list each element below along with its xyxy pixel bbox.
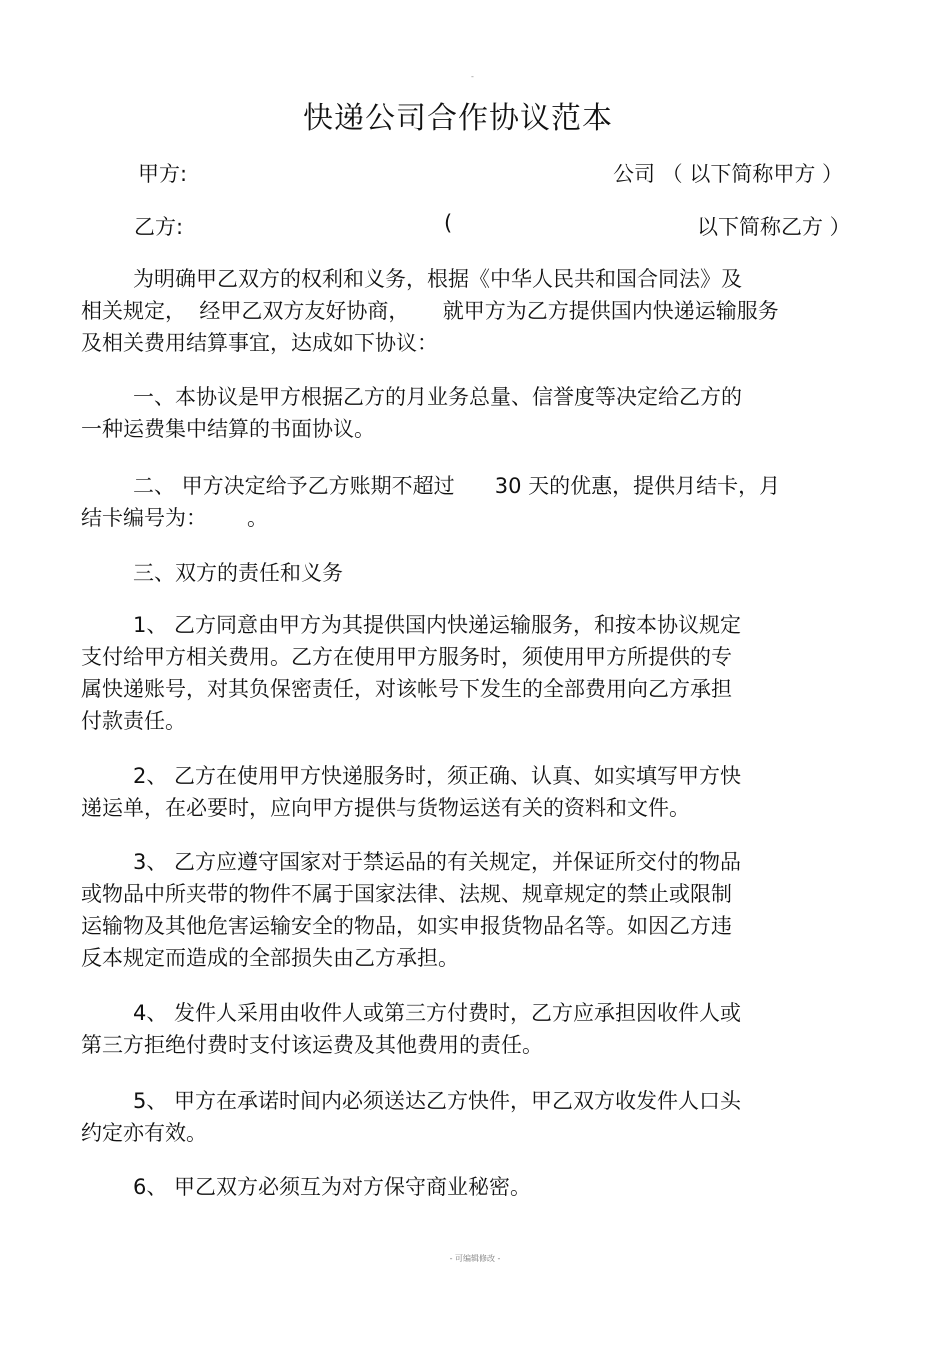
item-3-line: 运输物及其他危害运输安全的物品，如实申报货物品名等。如因乙方违	[81, 914, 732, 938]
clause-1-paragraph	[81, 381, 841, 445]
item-2-paragraph	[81, 760, 841, 824]
item-3-line: 或物品中所夹带的物件不属于国家法律、法规、规章规定的禁止或限制	[81, 882, 732, 906]
item-2-line: 递运单，在必要时，应向甲方提供与货物运送有关的资料和文件。	[81, 796, 690, 820]
party-b-open-paren: (	[444, 211, 453, 235]
clause-2-paragraph	[81, 470, 841, 534]
item-1-line: 支付给甲方相关费用。乙方在使用甲方服务时，须使用甲方所提供的专	[81, 645, 732, 669]
item-3-line: 反本规定而造成的全部损失由乙方承担。	[81, 946, 459, 970]
item-1-line: 付款责任。	[81, 709, 186, 733]
item-1-paragraph	[81, 609, 841, 737]
item-6-line: 6、 甲乙双方必须互为对方保守商业秘密。	[133, 1175, 532, 1199]
party-a-line	[0, 158, 950, 188]
intro-line: 及相关费用结算事宜，达成如下协议：	[81, 331, 438, 355]
item-5-line: 约定亦有效。	[81, 1121, 207, 1145]
intro-line: 相关规定， 经甲乙双方友好协商， 就甲方为乙方提供国内快递运输服务	[81, 299, 779, 323]
item-4-line: 4、 发件人采用由收件人或第三方付费时，乙方应承担因收件人或	[133, 1001, 742, 1025]
clause-1-line: 一种运费集中结算的书面协议。	[81, 417, 375, 441]
party-a-label: 甲方:	[138, 162, 188, 186]
document-title: 快递公司合作协议范本	[303, 101, 613, 136]
top-mark: -	[471, 72, 474, 81]
party-b-suffix: 以下简称乙方 ）	[697, 215, 851, 239]
party-a-suffix: 公司 （ 以下简称甲方 ）	[613, 162, 844, 186]
item-3-line: 3、 乙方应遵守国家对于禁运品的有关规定，并保证所交付的物品	[133, 850, 742, 874]
clause-2-line: 二、 甲方决定给予乙方账期不超过 30 天的优惠，提供月结卡，月	[133, 474, 781, 498]
intro-paragraph	[81, 263, 841, 359]
item-4-line: 第三方拒绝付费时支付该运费及其他费用的责任。	[81, 1033, 543, 1057]
item-5-line: 5、 甲方在承诺时间内必须送达乙方快件，甲乙双方收发件人口头	[133, 1089, 742, 1113]
item-1-line: 1、 乙方同意由甲方为其提供国内快递运输服务，和按本协议规定	[133, 613, 742, 637]
intro-line: 为明确甲乙双方的权利和义务，根据《中华人民共和国合同法》及	[133, 267, 742, 291]
item-4-paragraph	[81, 997, 841, 1061]
party-b-line	[0, 211, 950, 241]
party-b-label: 乙方:	[134, 215, 184, 239]
clause-1-line: 一、本协议是甲方根据乙方的月业务总量、信誉度等决定给乙方的	[133, 385, 742, 409]
footer-mark: - 可编辑修改 -	[449, 1254, 501, 1263]
clause-3-heading-text: 三、双方的责任和义务	[133, 561, 343, 585]
clause-3-heading	[81, 557, 841, 589]
item-5-paragraph	[81, 1085, 841, 1149]
clause-2-line: 结卡编号为： 。	[81, 506, 269, 530]
item-1-line: 属快递账号，对其负保密责任，对该帐号下发生的全部费用向乙方承担	[81, 677, 732, 701]
item-6-paragraph	[81, 1171, 841, 1203]
item-3-paragraph	[81, 846, 841, 974]
item-2-line: 2、 乙方在使用甲方快递服务时，须正确、认真、如实填写甲方快	[133, 764, 742, 788]
